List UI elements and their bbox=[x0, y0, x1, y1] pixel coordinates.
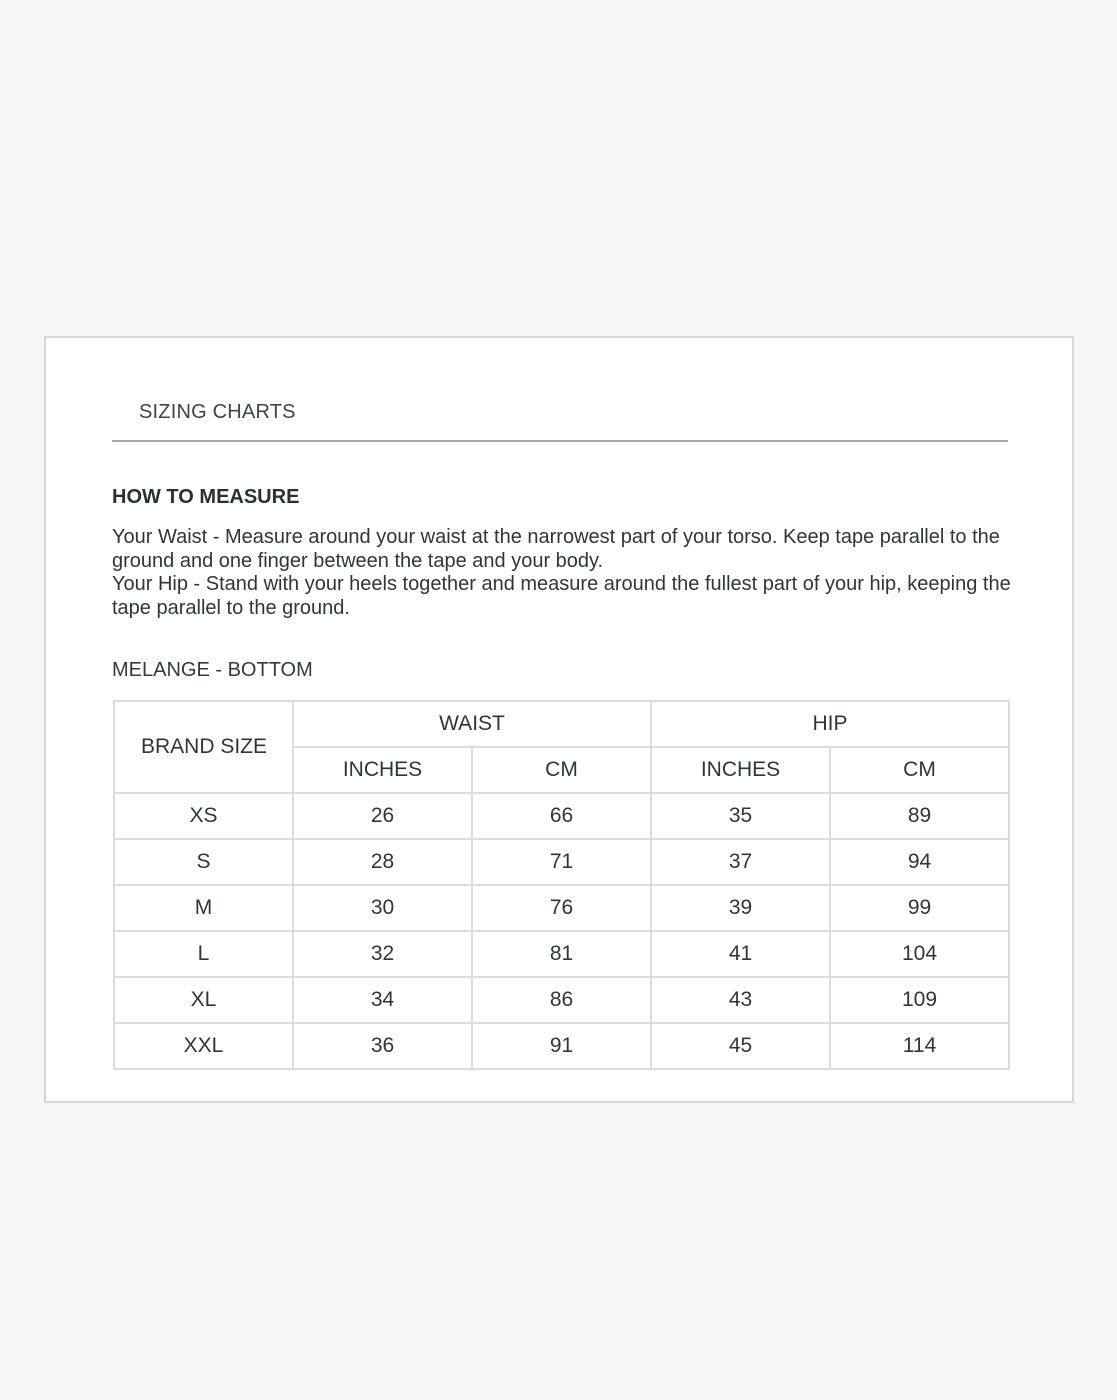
hip-cm-cell: 94 bbox=[830, 839, 1009, 885]
brand-size-cell: XL bbox=[114, 977, 293, 1023]
brand-size-cell: S bbox=[114, 839, 293, 885]
waist-cm-cell: 71 bbox=[472, 839, 651, 885]
table-row bbox=[114, 885, 1009, 931]
waist-inches-cell: 36 bbox=[293, 1023, 472, 1069]
waist-inches-cell: 34 bbox=[293, 977, 472, 1023]
waist-cm-cell: 86 bbox=[472, 977, 651, 1023]
table-row bbox=[114, 839, 1009, 885]
hip-inches-cell: 37 bbox=[651, 839, 830, 885]
hip-group-header: HIP bbox=[651, 701, 1009, 747]
hip-cm-cell: 109 bbox=[830, 977, 1009, 1023]
waist-cm-cell: 81 bbox=[472, 931, 651, 977]
brand-size-cell: L bbox=[114, 931, 293, 977]
waist-inches-cell: 30 bbox=[293, 885, 472, 931]
waist-inches-cell: 32 bbox=[293, 931, 472, 977]
how-to-measure-heading: HOW TO MEASURE bbox=[112, 486, 300, 508]
table-header-row bbox=[114, 701, 1009, 747]
waist-cm-cell: 91 bbox=[472, 1023, 651, 1069]
brand-size-cell: XXL bbox=[114, 1023, 293, 1069]
table-row bbox=[114, 1023, 1009, 1069]
hip-inches-cell: 39 bbox=[651, 885, 830, 931]
brand-size-cell: M bbox=[114, 885, 293, 931]
hip-cm-cell: 104 bbox=[830, 931, 1009, 977]
waist-cm-cell: 66 bbox=[472, 793, 651, 839]
hip-inches-header: INCHES bbox=[651, 747, 830, 793]
hip-inches-cell: 41 bbox=[651, 931, 830, 977]
table-row bbox=[114, 977, 1009, 1023]
brand-size-header: BRAND SIZE bbox=[114, 701, 293, 793]
hip-cm-cell: 89 bbox=[830, 793, 1009, 839]
brand-size-cell: XS bbox=[114, 793, 293, 839]
sizing-chart-card bbox=[44, 336, 1074, 1103]
table-title: MELANGE - BOTTOM bbox=[112, 659, 313, 681]
hip-cm-cell: 99 bbox=[830, 885, 1009, 931]
waist-inches-header: INCHES bbox=[293, 747, 472, 793]
measure-instructions bbox=[112, 526, 1012, 620]
waist-inches-cell: 28 bbox=[293, 839, 472, 885]
table-row bbox=[114, 931, 1009, 977]
hip-inches-cell: 35 bbox=[651, 793, 830, 839]
hip-cm-header: CM bbox=[830, 747, 1009, 793]
waist-inches-cell: 26 bbox=[293, 793, 472, 839]
sizing-charts-header bbox=[112, 400, 1008, 442]
hip-instruction: Your Hip - Stand with your heels together and measure around the fullest part of your hip, keeping the tape parallel to the ground. bbox=[112, 573, 1011, 619]
hip-cm-cell: 114 bbox=[830, 1023, 1009, 1069]
waist-group-header: WAIST bbox=[293, 701, 651, 747]
table-row bbox=[114, 793, 1009, 839]
waist-instruction: Your Waist - Measure around your waist at the narrowest part of your torso. Keep tape parallel to the ground and one finger between the tape and your body. bbox=[112, 526, 1000, 572]
waist-cm-header: CM bbox=[472, 747, 651, 793]
hip-inches-cell: 43 bbox=[651, 977, 830, 1023]
page-title: SIZING CHARTS bbox=[139, 401, 296, 423]
waist-cm-cell: 76 bbox=[472, 885, 651, 931]
hip-inches-cell: 45 bbox=[651, 1023, 830, 1069]
size-table bbox=[113, 700, 1010, 1070]
